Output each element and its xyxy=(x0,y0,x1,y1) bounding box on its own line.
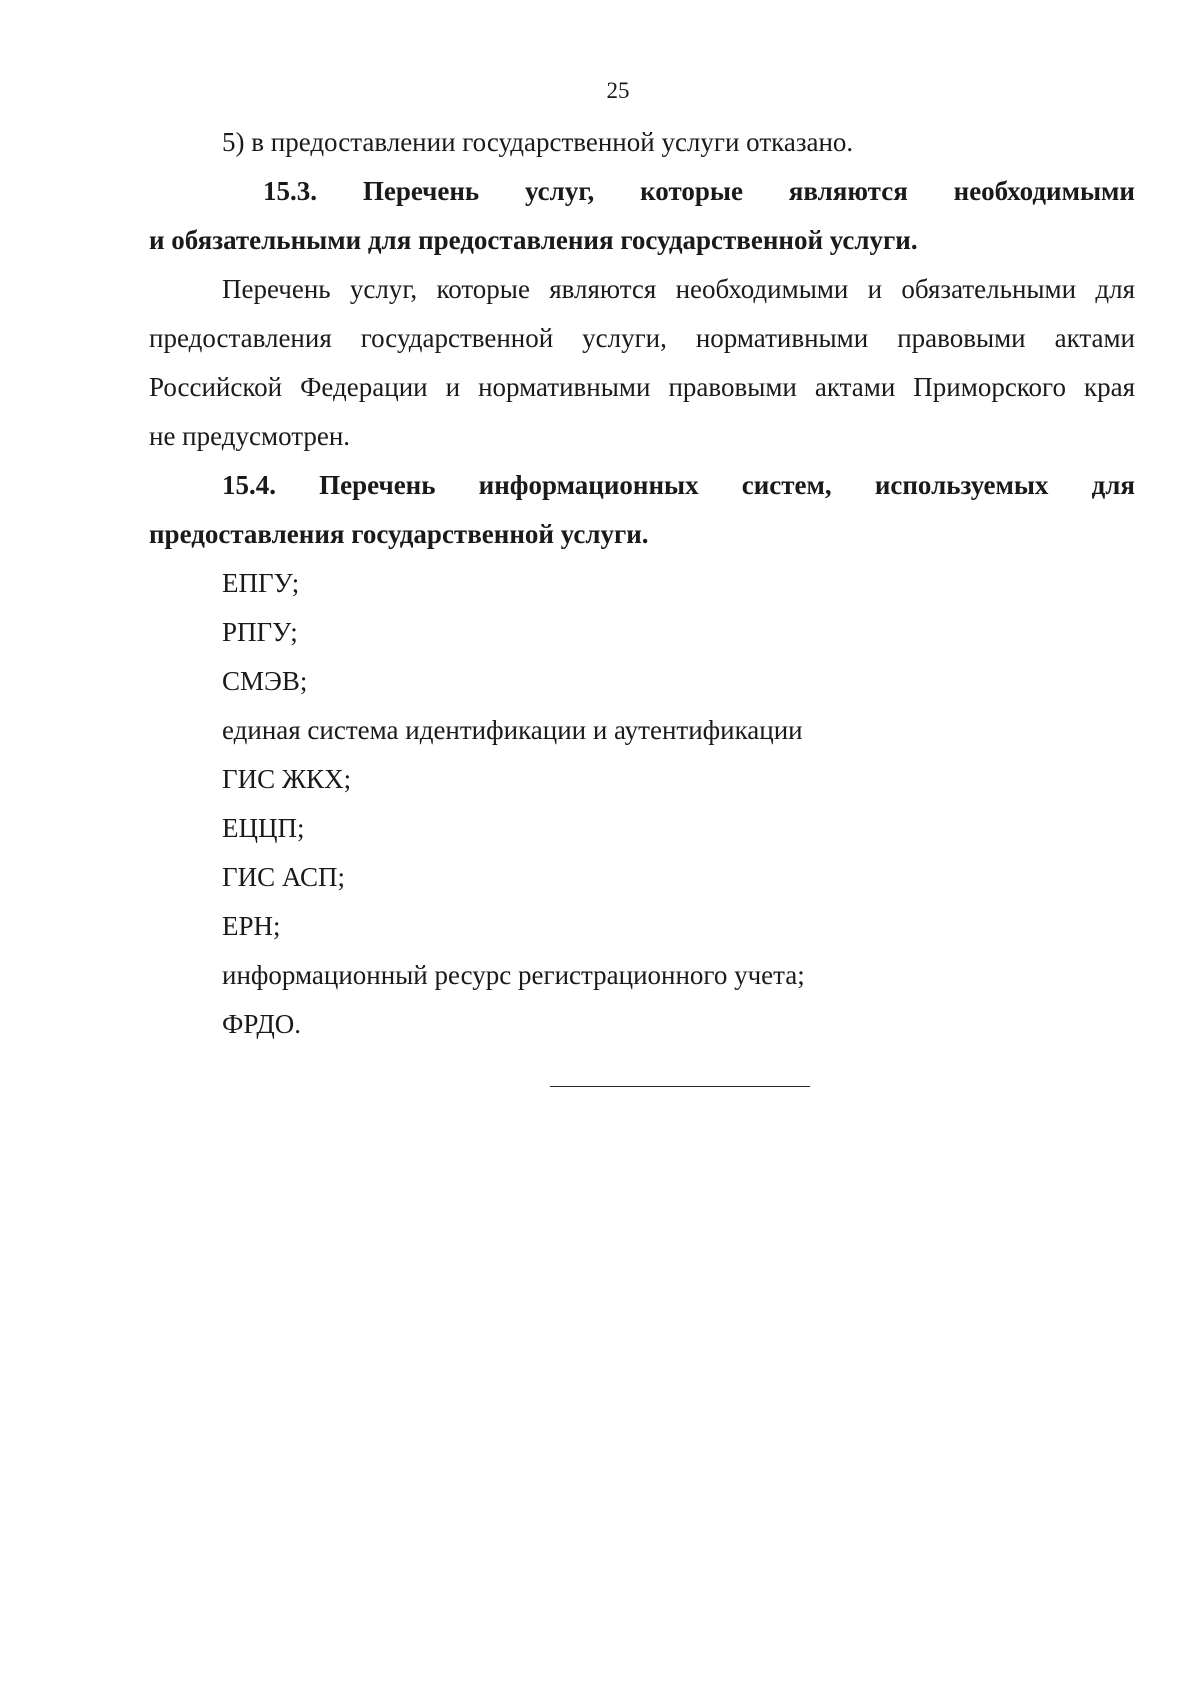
section-15-3-heading-line-1: 15.3. Перечень услуг, которые являются необходимыми xyxy=(263,176,1135,206)
section-15-3-heading-line-2: и обязательными для предоставления государственной услуги. xyxy=(149,225,918,255)
system-list-item: ГИС АСП; xyxy=(222,862,346,892)
system-list-item: ЕРН; xyxy=(222,911,281,941)
system-list-item: информационный ресурс регистрационного учета; xyxy=(222,960,805,990)
system-list-item: ГИС ЖКХ; xyxy=(222,764,352,794)
system-list-item: ЕПГУ; xyxy=(222,568,300,598)
system-list-item: РПГУ; xyxy=(222,617,298,647)
document-body xyxy=(149,118,1135,1049)
list-item-refused: 5) в предоставлении государственной услуги отказано. xyxy=(222,127,854,157)
section-15-4-heading-line-1: 15.4. Перечень информационных систем, используемых для xyxy=(222,470,1135,500)
end-of-document-rule xyxy=(550,1086,810,1087)
system-list-item: единая система идентификации и аутентификации xyxy=(222,715,803,745)
system-list-item: ЕЦЦП; xyxy=(222,813,305,843)
page-number: 25 xyxy=(606,78,630,103)
section-15-3-body-line-4: не предусмотрен. xyxy=(149,421,351,451)
section-15-4-heading-line-2: предоставления государственной услуги. xyxy=(149,519,649,549)
section-15-3-body-line-2: предоставления государственной услуги, нормативными правовыми актами xyxy=(149,323,1135,353)
section-15-3-body-line-3: Российской Федерации и нормативными правовыми актами Приморского края xyxy=(149,372,1135,402)
system-list-item: СМЭВ; xyxy=(222,666,308,696)
section-15-3-body-line-1: Перечень услуг, которые являются необходимыми и обязательными для xyxy=(222,274,1135,304)
system-list-item: ФРДО. xyxy=(222,1009,301,1039)
